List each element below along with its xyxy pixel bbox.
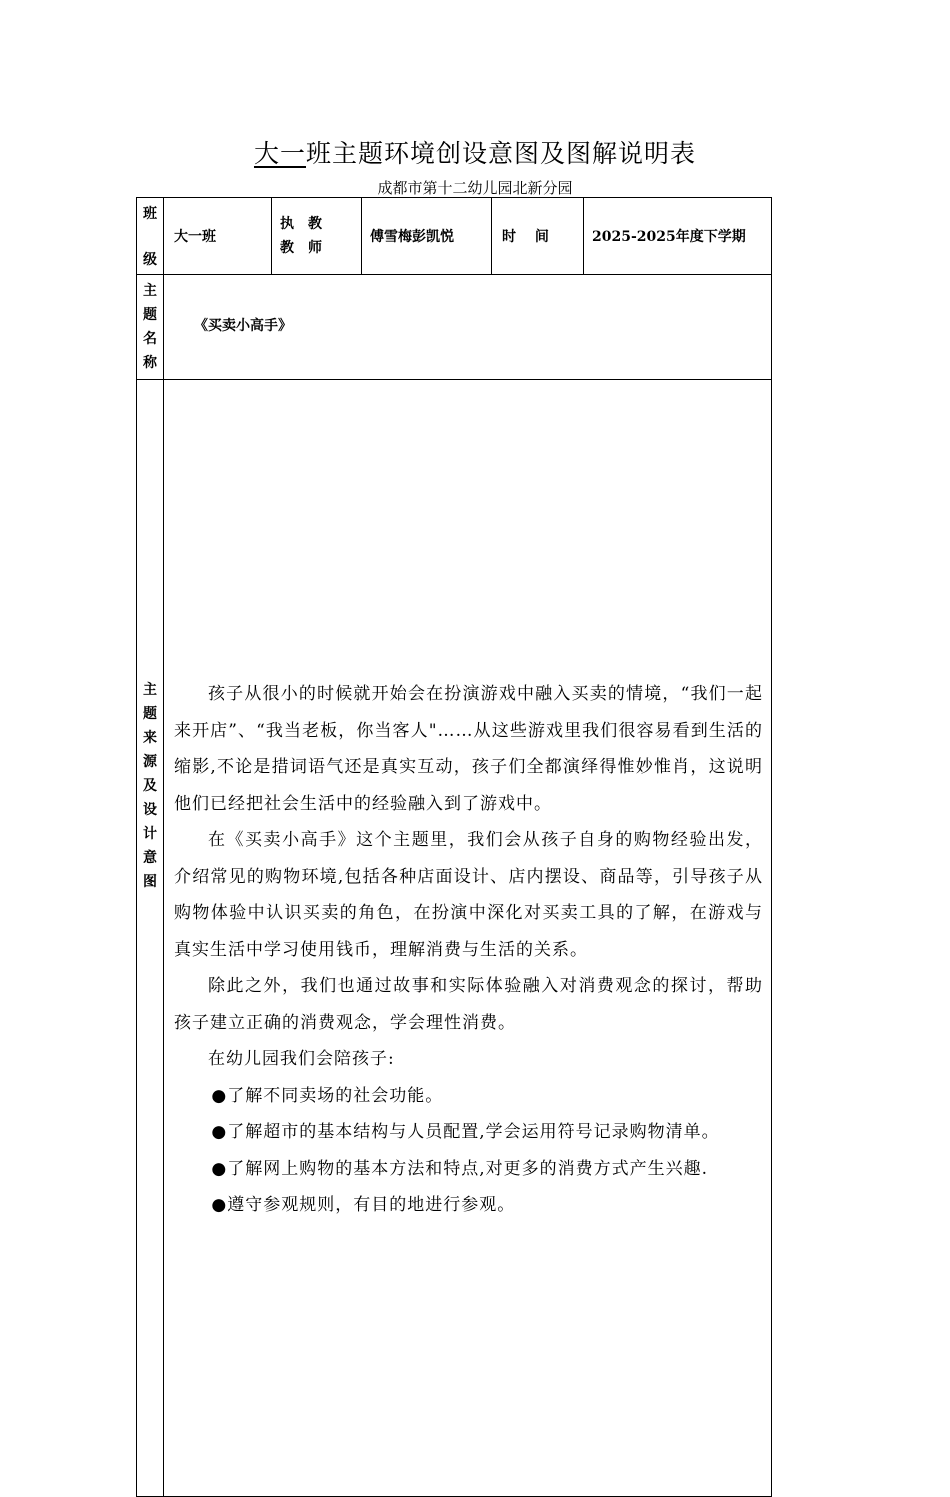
paragraph-4: 在幼儿园我们会陪孩子:	[208, 1049, 395, 1070]
page-title	[0, 134, 950, 170]
paragraph-3: 除此之外，我们也通过故事和实际体验融入对消费观念的探讨，帮助孩子建立正确的消费观念，学会理性消费。	[174, 976, 763, 1033]
teacher-value: 傅雪梅彭凯悦	[362, 198, 492, 275]
source-label-char: 主	[143, 682, 157, 698]
theme-label-char: 称	[143, 355, 157, 371]
theme-label-char: 题	[143, 307, 157, 323]
source-label-char: 图	[143, 874, 157, 890]
class-value: 大一班	[164, 198, 272, 275]
theme-label-char: 名	[143, 331, 157, 347]
paragraph-2: 在《买卖小高手》这个主题里，我们会从孩子自身的购物经验出发，介绍常见的购物环境,包括各种店面设计、店内摆设、商品等，引导孩子从购物体验中认识买卖的角色，在扮演中深化对买卖工具的了解，在游戏与真实生活中学习使用钱币，理解消费与生活的关系。	[174, 830, 763, 960]
bullet-item: ●了解网上购物的基本方法和特点,对更多的消费方式产生兴趣.	[211, 1158, 709, 1179]
paragraph-1: 孩子从很小的时候就开始会在扮演游戏中融入买卖的情境，“我们一起来开店”、“我当老板，你当客人"……从这些游戏里我们很容易看到生活的缩影,不论是措词语气还是真实互动，孩子们全都演绎得惟妙惟肖，这说明他们已经把社会生活中的经验融入到了游戏中。	[174, 684, 763, 814]
source-label-char: 源	[143, 754, 157, 770]
teacher-label-bottom: 教 师	[280, 240, 322, 256]
design-text	[164, 652, 771, 1224]
source-label-char: 及	[143, 778, 157, 794]
time-label: 时 间	[492, 198, 584, 275]
school-name: 成都市第十二幼儿园北新分园	[377, 179, 573, 197]
bullet-item: ●了解不同卖场的社会功能。	[211, 1085, 444, 1106]
source-label-char: 意	[143, 850, 157, 866]
design-row	[137, 380, 772, 1497]
theme-label-char: 主	[143, 283, 157, 299]
source-label-char: 计	[143, 826, 157, 842]
title-class-name: 大一	[253, 139, 306, 168]
source-label-cell	[137, 380, 164, 1497]
theme-value: 《买卖小高手》	[164, 275, 772, 380]
class-label-bottom: 级	[143, 252, 157, 268]
source-label-char: 来	[143, 730, 157, 746]
source-label-char: 题	[143, 706, 157, 722]
teacher-label-top: 执 教	[280, 216, 322, 232]
teacher-label-cell	[272, 198, 362, 275]
time-value: 2025-2025年度下学期	[584, 198, 772, 275]
theme-label-cell	[137, 275, 164, 380]
class-label-top: 班	[143, 206, 157, 222]
bullet-item: ●遵守参观规则，有目的地进行参观。	[211, 1195, 516, 1216]
class-label-cell	[137, 198, 164, 275]
title-text: 班主题环境创设意图及图解说明表	[306, 139, 697, 168]
theme-row	[137, 275, 772, 380]
design-content-cell	[164, 380, 772, 1497]
info-row	[137, 198, 772, 275]
info-table	[136, 197, 772, 1497]
bullet-item: ●了解超市的基本结构与人员配置,学会运用符号记录购物清单。	[211, 1122, 720, 1143]
source-label-char: 设	[143, 802, 157, 818]
